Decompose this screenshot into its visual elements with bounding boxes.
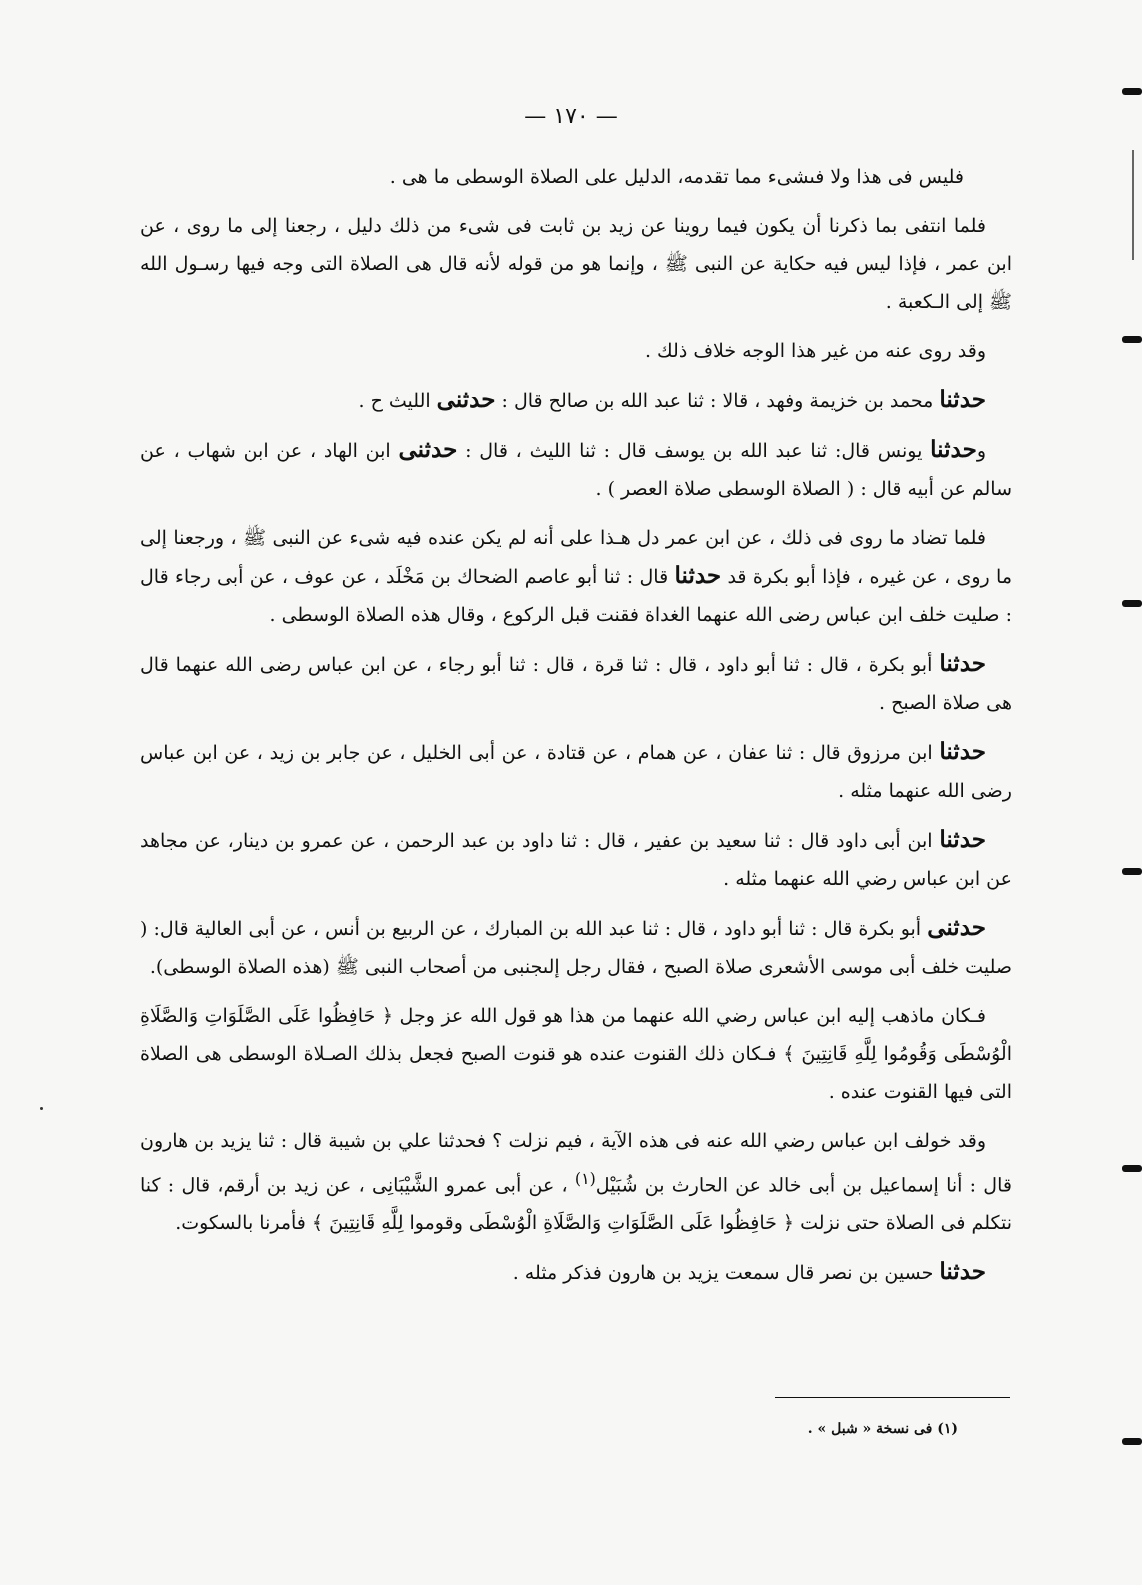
paragraph <box>140 332 1012 370</box>
paragraph <box>140 1253 1012 1292</box>
hadith-keyword: حدثنى <box>436 386 496 413</box>
text-run: يونس قال: ثنا عبد الله بن يوسف قال : ثنا الليث ، قال : <box>457 440 931 462</box>
hadith-keyword: حدثنا <box>939 1258 986 1286</box>
text-run: وقد خولف ابن عباس رضي الله عنه فى هذه الآية ، فيم نزلت ؟ فحدثنا علي بن شيبة قال : ثنا يزيد بن هارون قال : أنا إسماعيل بن أبى خالد عن الحارث بن شُبَيْل <box>140 1130 1012 1197</box>
text-run: ابن الهاد ، عن ابن شهاب ، عن سالم عن أبيه قال : ( الصلاة الوسطى صلاة العصر ) . <box>140 440 1012 500</box>
paragraph <box>140 431 1012 508</box>
text-run: قال : ثنا أبو عاصم الضحاك بن مَخْلَد ، عن عوف ، عن أبى رجاء قال : صليت خلف ابن عباس رضى الله عنهما الغداة فقنت قبل الركوع ، وقال هذه الصلاة الوسطى . <box>140 566 1012 626</box>
body-text <box>140 158 1012 1303</box>
footnote: (١) فى نسخة « شبل » . <box>807 1421 958 1437</box>
hadith-keyword: حدثنا <box>930 436 977 463</box>
text-run: ، عن أبى عمرو الشَّيْبَانِى ، عن زيد بن أرقم، قال : كنا نتكلم فى الصلاة حتى نزلت ﴿ حَافِظُوا عَلَى الصَّلَوَاتِ وَالصَّلَاةِ الْوُسْطَى وقوموا لِلَّهِ قَانِتِينَ ﴾ فأمرنا بالسكوت. <box>140 1174 1012 1235</box>
text-run: فليس فى هذا ولا فىشىء مما تقدمه، الدليل على الصلاة الوسطى ما هى . <box>389 166 964 188</box>
paragraph <box>140 1122 1012 1242</box>
text-run: فـكان ماذهب إليه ابن عباس رضي الله عنهما من هذا هو قول الله عز وجل ﴿ حَافِظُوا عَلَى الصَّلَوَاتِ وَالصَّلَاةِ الْوُسْطَى وَقُومُوا لِلَّهِ قَانِتِينَ ﴾ فـكان ذلك القنوت عنده هو قنوت الصبح فجعل بذلك الصـلاة الوسطى هى الصلاة التى فيها القنوت عنده . <box>140 1005 1012 1103</box>
margin-mark <box>1122 600 1142 607</box>
paragraph <box>140 909 1012 986</box>
paragraph <box>140 381 1012 420</box>
text-run: أبو بكرة قال : ثنا أبو داود ، قال : ثنا عبد الله بن المبارك ، عن الربيع بن أنس ، عن أبى العالية قال: ( صليت خلف أبى موسى الأشعرى صلاة الصبح ، فقال رجل إلىجنبى من أصحاب النبى ﷺ (هذه الصلاة الوسطى). <box>140 918 1012 978</box>
paragraph <box>140 519 1012 634</box>
paragraph <box>140 645 1012 722</box>
text-run: محمد بن خزيمة وفهد ، قالا : ثنا عبد الله بن صالح قال : <box>495 390 940 412</box>
text-run: فلما تضاد ما روى فى ذلك ، عن ابن عمر دل هـذا على أنه لم يكن عنده فيه شىء عن النبى ﷺ ، ورجعنا إلى ما روى ، عن غيره ، فإذا أبو بكرة قد <box>140 527 1012 588</box>
text-run: وقد روى عنه من غير هذا الوجه خلاف ذلك . <box>644 340 986 362</box>
text-run: فلما انتفى بما ذكرنا أن يكون فيما روينا عن زيد بن ثابت فى شىء من ذلك دليل ، رجعنا إلى ما روى ، عن ابن عمر ، فإذا ليس فيه حكاية عن النبى ﷺ ، وإنما هو من قوله لأنه قال هى الصلاة التى وجه فيها رسـول الله ﷺ إلى الـكعبة . <box>140 215 1012 313</box>
paragraph <box>140 158 1012 196</box>
hadith-keyword: حدثنا <box>939 650 986 677</box>
text-run: حسين بن نصر قال سمعت يزيد بن هارون فذكر مثله . <box>512 1262 940 1285</box>
hadith-keyword: حدثنى <box>398 436 458 463</box>
margin-line <box>1132 150 1134 260</box>
text-run: الليث ح . <box>358 390 437 412</box>
paragraph <box>140 821 1012 898</box>
scan-speck <box>40 1107 43 1110</box>
text-run: أبو بكرة ، قال : ثنا أبو داود ، قال : ثنا قرة ، قال : ثنا أبو رجاء ، عن ابن عباس رضى الله عنهما قال هى صلاة الصبح . <box>140 654 1012 714</box>
margin-mark <box>1122 1165 1142 1172</box>
hadith-keyword: حدثنى <box>927 914 986 941</box>
hadith-keyword: حدثنا <box>674 562 722 589</box>
hadith-keyword: حدثنا <box>939 386 986 413</box>
paragraph <box>140 733 1012 810</box>
margin-mark <box>1122 868 1142 875</box>
margin-mark <box>1122 336 1142 343</box>
text-run: ابن أبى داود قال : ثنا سعيد بن عفير ، قال : ثنا داود بن عبد الرحمن ، عن عمرو بن دينار، عن مجاهد عن ابن عباس رضي الله عنهما مثله . <box>140 830 1012 890</box>
paragraph <box>140 997 1012 1111</box>
paragraph <box>140 207 1012 321</box>
text-run: ابن مرزوق قال : ثنا عفان ، عن همام ، عن قتادة ، عن أبى الخليل ، عن جابر بن زيد ، عن ابن عباس رضى الله عنهما مثله . <box>140 742 1012 802</box>
margin-mark <box>1122 88 1142 95</box>
hadith-keyword: حدثنا <box>939 826 986 853</box>
margin-mark <box>1122 1438 1142 1445</box>
page-number: — ١٧٠ — <box>524 104 618 129</box>
footnote-rule <box>775 1397 1010 1398</box>
text-run: و <box>976 440 986 462</box>
hadith-keyword: حدثنا <box>939 738 986 765</box>
footnote-reference: (١) <box>574 1169 596 1188</box>
